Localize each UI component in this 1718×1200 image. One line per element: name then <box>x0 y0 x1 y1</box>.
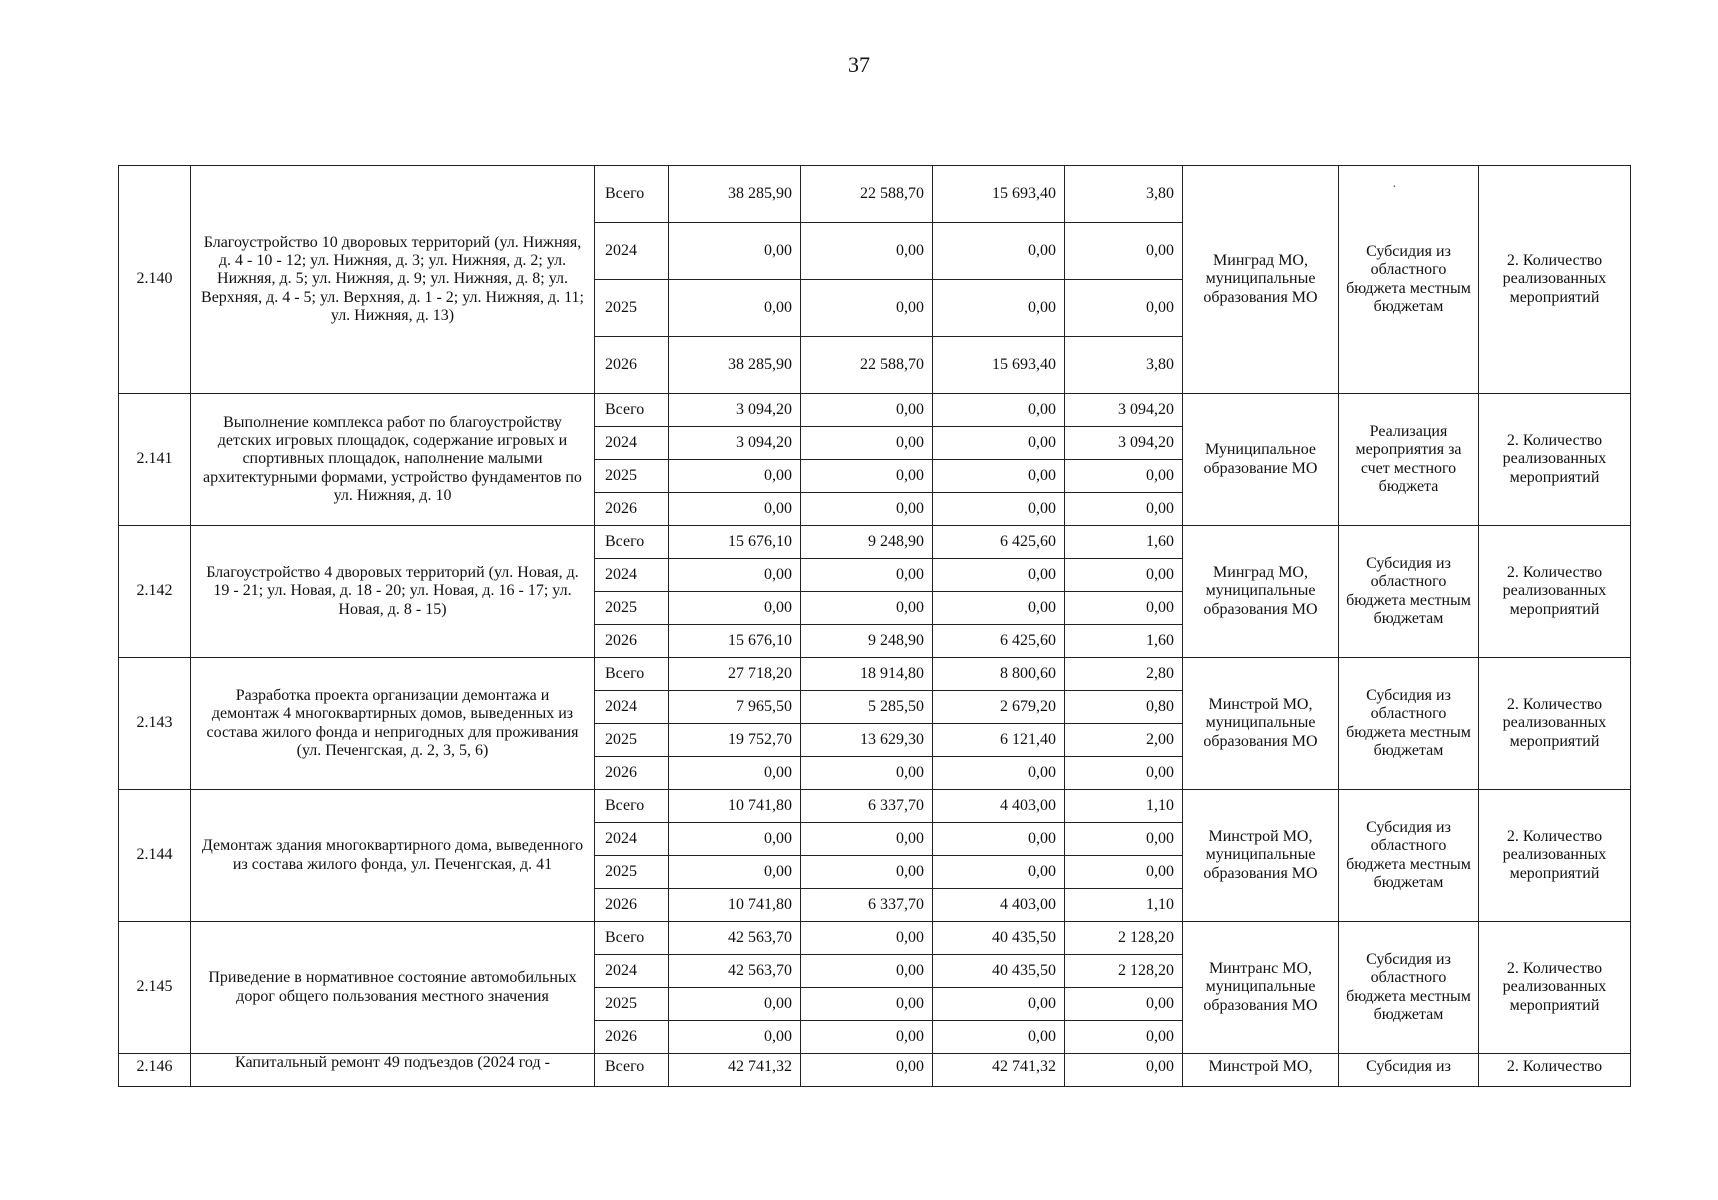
local-value: 2 128,20 <box>1065 955 1183 988</box>
federal-value: 5 285,50 <box>801 691 933 724</box>
federal-value: 0,00 <box>801 1054 933 1087</box>
table-row <box>119 166 1631 223</box>
total-value: 38 285,90 <box>669 166 801 223</box>
federal-value: 9 248,90 <box>801 526 933 559</box>
executor-cell: Минград МО, муниципальные образования МО <box>1183 166 1339 394</box>
table-row <box>119 1054 1631 1087</box>
executor-cell: Минтранс МО, муниципальные образования МО <box>1183 922 1339 1054</box>
total-value: 0,00 <box>669 280 801 337</box>
federal-value: 0,00 <box>801 493 933 526</box>
table-row <box>119 658 1631 691</box>
funding-source-cell: Субсидия из областного бюджета местным бюджетам <box>1339 526 1479 658</box>
total-value: 0,00 <box>669 460 801 493</box>
total-value: 42 563,70 <box>669 922 801 955</box>
indicator-cell: 2. Количество реализованных мероприятий <box>1479 922 1631 1054</box>
table-row <box>119 790 1631 823</box>
federal-value: 13 629,30 <box>801 724 933 757</box>
local-value: 0,00 <box>1065 823 1183 856</box>
regional-value: 4 403,00 <box>933 889 1065 922</box>
regional-value: 15 693,40 <box>933 337 1065 394</box>
indicator-cell: 2. Количество реализованных мероприятий <box>1479 526 1631 658</box>
total-value: 10 741,80 <box>669 790 801 823</box>
local-value: 0,00 <box>1065 223 1183 280</box>
local-value: 1,10 <box>1065 889 1183 922</box>
period-cell: 2024 <box>595 823 669 856</box>
indicator-cell: 2. Количество реализованных мероприятий <box>1479 790 1631 922</box>
federal-value: 0,00 <box>801 427 933 460</box>
regional-value: 0,00 <box>933 460 1065 493</box>
total-value: 42 741,32 <box>669 1054 801 1087</box>
item-number: 2.143 <box>119 658 191 790</box>
local-value: 0,00 <box>1065 280 1183 337</box>
regional-value: 6 425,60 <box>933 625 1065 658</box>
regional-value: 0,00 <box>933 559 1065 592</box>
federal-value: 22 588,70 <box>801 166 933 223</box>
page-number: 37 <box>848 52 870 77</box>
period-cell: 2025 <box>595 988 669 1021</box>
funding-source-cell: Субсидия из областного бюджета местным бюджетам <box>1339 166 1479 394</box>
local-value: 0,00 <box>1065 856 1183 889</box>
total-value: 0,00 <box>669 559 801 592</box>
local-value: 2,80 <box>1065 658 1183 691</box>
table-row <box>119 922 1631 955</box>
funding-source-cell: Субсидия из областного бюджета местным бюджетам <box>1339 922 1479 1054</box>
total-value: 38 285,90 <box>669 337 801 394</box>
table-row <box>119 526 1631 559</box>
period-cell: Всего <box>595 1054 669 1087</box>
total-value: 27 718,20 <box>669 658 801 691</box>
total-value: 0,00 <box>669 493 801 526</box>
item-number: 2.146 <box>119 1054 191 1087</box>
item-name: Разработка проекта организации демонтажа и демонтаж 4 многоквартирных домов, выведенных из состава жилого фонда и непригодных для проживания (ул. Печенгская, д. 2, 3, 5, 6) <box>191 658 595 790</box>
item-name: Благоустройство 10 дворовых территорий (ул. Нижняя, д. 4 - 10 - 12; ул. Нижняя, д. 3; ул. Нижняя, д. 2; ул. Нижняя, д. 5; ул. Нижняя, д. 9; ул. Нижняя, д. 8; ул. Верхняя, д. 4 - 5; ул. Верхняя, д. 1 - 2; ул. Нижняя, д. 11; ул. Нижняя, д. 13) <box>191 166 595 394</box>
funding-source-cell: Реализация мероприятия за счет местного бюджета <box>1339 394 1479 526</box>
federal-value: 0,00 <box>801 559 933 592</box>
federal-value: 0,00 <box>801 823 933 856</box>
period-cell: 2024 <box>595 559 669 592</box>
federal-value: 9 248,90 <box>801 625 933 658</box>
executor-cell: Минстрой МО, муниципальные образования МО <box>1183 790 1339 922</box>
regional-value: 8 800,60 <box>933 658 1065 691</box>
federal-value: 0,00 <box>801 856 933 889</box>
total-value: 0,00 <box>669 223 801 280</box>
total-value: 15 676,10 <box>669 526 801 559</box>
item-name: Приведение в нормативное состояние автомобильных дорог общего пользования местного значения <box>191 922 595 1054</box>
table-row <box>119 394 1631 427</box>
item-name: Демонтаж здания многоквартирного дома, выведенного из состава жилого фонда, ул. Печенгская, д. 41 <box>191 790 595 922</box>
item-number: 2.142 <box>119 526 191 658</box>
item-name: Выполнение комплекса работ по благоустройству детских игровых площадок, содержание игровых и спортивных площадок, наполнение малыми архитектурными формами, устройство фундаментов по ул. Нижняя, д. 10 <box>191 394 595 526</box>
local-value: 0,00 <box>1065 1054 1183 1087</box>
total-value: 19 752,70 <box>669 724 801 757</box>
item-name: Капитальный ремонт 49 подъездов (2024 год - <box>191 1054 595 1087</box>
regional-value: 0,00 <box>933 592 1065 625</box>
federal-value: 0,00 <box>801 280 933 337</box>
regional-value: 15 693,40 <box>933 166 1065 223</box>
local-value: 2 128,20 <box>1065 922 1183 955</box>
period-cell: 2026 <box>595 889 669 922</box>
regional-value: 40 435,50 <box>933 955 1065 988</box>
local-value: 0,80 <box>1065 691 1183 724</box>
local-value: 3 094,20 <box>1065 427 1183 460</box>
regional-value: 0,00 <box>933 823 1065 856</box>
regional-value: 0,00 <box>933 493 1065 526</box>
regional-value: 40 435,50 <box>933 922 1065 955</box>
federal-value: 0,00 <box>801 922 933 955</box>
federal-value: 0,00 <box>801 223 933 280</box>
federal-value: 6 337,70 <box>801 889 933 922</box>
period-cell: Всего <box>595 166 669 223</box>
table-body <box>119 166 1631 1087</box>
regional-value: 6 121,40 <box>933 724 1065 757</box>
local-value: 0,00 <box>1065 493 1183 526</box>
period-cell: Всего <box>595 790 669 823</box>
local-value: 1,60 <box>1065 526 1183 559</box>
period-cell: 2025 <box>595 460 669 493</box>
period-cell: 2026 <box>595 625 669 658</box>
item-number: 2.145 <box>119 922 191 1054</box>
executor-cell: Минстрой МО, <box>1183 1054 1339 1087</box>
total-value: 3 094,20 <box>669 427 801 460</box>
funding-source-cell: Субсидия из <box>1339 1054 1479 1087</box>
local-value: 1,60 <box>1065 625 1183 658</box>
total-value: 0,00 <box>669 988 801 1021</box>
period-cell: Всего <box>595 922 669 955</box>
total-value: 0,00 <box>669 823 801 856</box>
indicator-cell: 2. Количество реализованных мероприятий <box>1479 658 1631 790</box>
period-cell: 2026 <box>595 1021 669 1054</box>
period-cell: 2024 <box>595 691 669 724</box>
federal-value: 0,00 <box>801 592 933 625</box>
total-value: 0,00 <box>669 1021 801 1054</box>
regional-value: 0,00 <box>933 394 1065 427</box>
local-value: 0,00 <box>1065 757 1183 790</box>
period-cell: 2025 <box>595 724 669 757</box>
total-value: 15 676,10 <box>669 625 801 658</box>
regional-value: 0,00 <box>933 757 1065 790</box>
stray-mark: · <box>1392 180 1397 195</box>
executor-cell: Минстрой МО, муниципальные образования МО <box>1183 658 1339 790</box>
item-name: Благоустройство 4 дворовых территорий (ул. Новая, д. 19 - 21; ул. Новая, д. 18 - 20; ул. Новая, д. 16 - 17; ул. Новая, д. 8 - 15) <box>191 526 595 658</box>
period-cell: Всего <box>595 526 669 559</box>
federal-value: 0,00 <box>801 988 933 1021</box>
local-value: 3,80 <box>1065 166 1183 223</box>
regional-value: 0,00 <box>933 427 1065 460</box>
executor-cell: Муниципальное образование МО <box>1183 394 1339 526</box>
total-value: 10 741,80 <box>669 889 801 922</box>
indicator-cell: 2. Количество <box>1479 1054 1631 1087</box>
regional-value: 4 403,00 <box>933 790 1065 823</box>
item-number: 2.141 <box>119 394 191 526</box>
total-value: 0,00 <box>669 592 801 625</box>
item-number: 2.140 <box>119 166 191 394</box>
period-cell: 2026 <box>595 757 669 790</box>
regional-value: 2 679,20 <box>933 691 1065 724</box>
indicator-cell: 2. Количество реализованных мероприятий <box>1479 394 1631 526</box>
regional-value: 0,00 <box>933 988 1065 1021</box>
federal-value: 0,00 <box>801 1021 933 1054</box>
federal-value: 0,00 <box>801 460 933 493</box>
period-cell: 2024 <box>595 223 669 280</box>
local-value: 0,00 <box>1065 988 1183 1021</box>
federal-value: 0,00 <box>801 955 933 988</box>
regional-value: 0,00 <box>933 280 1065 337</box>
federal-value: 0,00 <box>801 394 933 427</box>
total-value: 7 965,50 <box>669 691 801 724</box>
period-cell: Всего <box>595 394 669 427</box>
item-number: 2.144 <box>119 790 191 922</box>
local-value: 3,80 <box>1065 337 1183 394</box>
local-value: 2,00 <box>1065 724 1183 757</box>
period-cell: 2025 <box>595 280 669 337</box>
period-cell: 2026 <box>595 493 669 526</box>
local-value: 0,00 <box>1065 1021 1183 1054</box>
period-cell: 2026 <box>595 337 669 394</box>
local-value: 1,10 <box>1065 790 1183 823</box>
local-value: 0,00 <box>1065 460 1183 493</box>
total-value: 0,00 <box>669 856 801 889</box>
federal-value: 22 588,70 <box>801 337 933 394</box>
regional-value: 0,00 <box>933 1021 1065 1054</box>
local-value: 0,00 <box>1065 592 1183 625</box>
funding-source-cell: Субсидия из областного бюджета местным бюджетам <box>1339 790 1479 922</box>
total-value: 3 094,20 <box>669 394 801 427</box>
federal-value: 6 337,70 <box>801 790 933 823</box>
federal-value: 18 914,80 <box>801 658 933 691</box>
indicator-cell: 2. Количество реализованных мероприятий <box>1479 166 1631 394</box>
executor-cell: Минград МО, муниципальные образования МО <box>1183 526 1339 658</box>
regional-value: 0,00 <box>933 223 1065 280</box>
regional-value: 6 425,60 <box>933 526 1065 559</box>
total-value: 42 563,70 <box>669 955 801 988</box>
period-cell: 2024 <box>595 427 669 460</box>
regional-value: 42 741,32 <box>933 1054 1065 1087</box>
period-cell: Всего <box>595 658 669 691</box>
local-value: 0,00 <box>1065 559 1183 592</box>
period-cell: 2025 <box>595 856 669 889</box>
budget-table <box>118 165 1631 1087</box>
funding-source-cell: Субсидия из областного бюджета местным бюджетам <box>1339 658 1479 790</box>
local-value: 3 094,20 <box>1065 394 1183 427</box>
federal-value: 0,00 <box>801 757 933 790</box>
regional-value: 0,00 <box>933 856 1065 889</box>
total-value: 0,00 <box>669 757 801 790</box>
period-cell: 2024 <box>595 955 669 988</box>
period-cell: 2025 <box>595 592 669 625</box>
